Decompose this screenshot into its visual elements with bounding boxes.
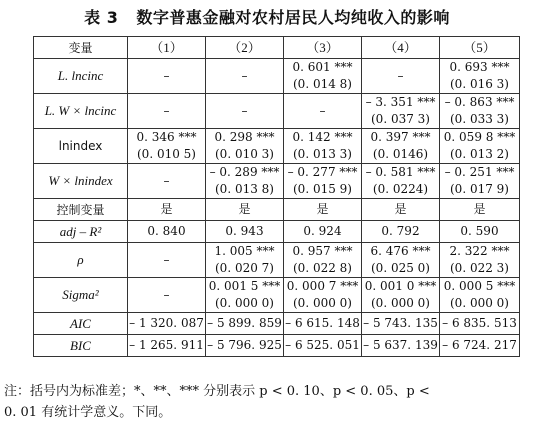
coefficient: 0. 142 *** — [292, 130, 353, 144]
table-cell — [206, 313, 284, 335]
header-col-4: （4） — [362, 37, 440, 59]
coefficient: 0. 924 — [303, 224, 342, 238]
table-cell — [284, 199, 362, 221]
coefficient: 2. 322 *** — [449, 244, 510, 258]
table-cell — [128, 129, 206, 164]
table-number: 表 3 — [84, 8, 119, 27]
coefficient: 0. 397 *** — [370, 130, 431, 144]
header-col-3: （3） — [284, 37, 362, 59]
coefficient: – 5 743. 135 — [363, 316, 438, 330]
coefficient: 0. 001 0 *** — [364, 279, 437, 293]
table-cell — [206, 335, 284, 357]
coefficient: – — [163, 252, 170, 267]
standard-error: (0. 017 9) — [450, 182, 509, 196]
table-cell — [128, 221, 206, 243]
coefficient: 0. 001 5 *** — [208, 279, 281, 293]
standard-error: (0. 033 3) — [450, 112, 509, 126]
table-cell — [284, 278, 362, 313]
standard-error: (0. 022 8) — [293, 261, 352, 275]
table-cell — [128, 199, 206, 221]
table-cell — [362, 199, 440, 221]
row-label: BIC — [34, 335, 128, 357]
coefficient: 0. 957 *** — [292, 244, 353, 258]
coefficient: 是 — [160, 202, 173, 216]
table-cell — [284, 59, 362, 94]
row-label: L. W × lncinc — [34, 94, 128, 129]
table-row — [34, 164, 520, 199]
coefficient: – 5 637. 139 — [363, 338, 438, 352]
coefficient: 0. 590 — [460, 224, 499, 238]
standard-error: (0. 013 8) — [215, 182, 274, 196]
table-cell — [440, 129, 520, 164]
coefficient: – 0. 863 *** — [444, 95, 515, 109]
coefficient: 0. 298 *** — [214, 130, 275, 144]
coefficient: – — [241, 103, 248, 118]
table-cell — [206, 199, 284, 221]
coefficient: 0. 943 — [225, 224, 264, 238]
row-label: L. lncinc — [34, 59, 128, 94]
note-line-1: 注：括号内为标准差；*、**、*** 分别表示 p < 0. 10、p < 0. 05、p < — [4, 384, 430, 399]
table-row — [34, 313, 520, 335]
header-col-1: （1） — [128, 37, 206, 59]
standard-error: (0. 0224) — [372, 182, 429, 196]
coefficient: 0. 693 *** — [449, 60, 510, 74]
table-cell — [440, 59, 520, 94]
coefficient: 是 — [316, 202, 329, 216]
table-cell — [128, 164, 206, 199]
table-cell — [206, 164, 284, 199]
coefficient: – 3. 351 *** — [365, 95, 436, 109]
coefficient: 6. 476 *** — [370, 244, 431, 258]
table-cell — [362, 221, 440, 243]
coefficient: 1. 005 *** — [214, 244, 275, 258]
table-cell — [440, 164, 520, 199]
standard-error: (0. 000 0) — [371, 296, 430, 310]
row-label: W × lnindex — [34, 164, 128, 199]
row-label: Sigma² — [34, 278, 128, 313]
coefficient: 0. 059 8 *** — [443, 130, 516, 144]
standard-error: (0. 014 8) — [293, 77, 352, 91]
table-cell — [284, 129, 362, 164]
table-row — [34, 221, 520, 243]
table-cell — [284, 164, 362, 199]
row-label: adj – R² — [34, 221, 128, 243]
row-label: AIC — [34, 313, 128, 335]
table-cell — [206, 129, 284, 164]
coefficient: – 5 796. 925 — [207, 338, 282, 352]
coefficient: 0. 346 *** — [136, 130, 197, 144]
standard-error: (0. 025 0) — [371, 261, 430, 275]
table-cell — [440, 94, 520, 129]
table-cell — [206, 221, 284, 243]
table-caption: 数字普惠金融对农村居民人均纯收入的影响 — [136, 8, 450, 27]
coefficient: – 0. 251 *** — [444, 165, 515, 179]
coefficient: – 0. 289 *** — [209, 165, 280, 179]
coefficient: 是 — [238, 202, 251, 216]
standard-error: (0. 020 7) — [215, 261, 274, 275]
table-cell — [128, 313, 206, 335]
coefficient: – 6 615. 148 — [285, 316, 360, 330]
coefficient: – — [163, 173, 170, 188]
standard-error: (0. 013 3) — [293, 147, 352, 161]
table-cell — [362, 164, 440, 199]
table-cell — [362, 59, 440, 94]
coefficient: – 6 835. 513 — [442, 316, 517, 330]
standard-error: (0. 016 3) — [450, 77, 509, 91]
table-cell — [128, 335, 206, 357]
coefficient: 0. 792 — [381, 224, 420, 238]
table-cell — [362, 129, 440, 164]
standard-error: (0. 010 5) — [137, 147, 196, 161]
table-cell — [128, 59, 206, 94]
coefficient: – — [163, 103, 170, 118]
coefficient: 是 — [394, 202, 407, 216]
table-cell — [440, 335, 520, 357]
table-row — [34, 94, 520, 129]
coefficient: – 1 265. 911 — [129, 338, 204, 352]
coefficient: – 1 320. 087 — [129, 316, 204, 330]
standard-error: (0. 022 3) — [450, 261, 509, 275]
standard-error: (0. 000 0) — [293, 296, 352, 310]
table-cell — [284, 313, 362, 335]
table-cell — [440, 221, 520, 243]
row-label: 控制变量 — [34, 199, 128, 221]
coefficient: – 5 899. 859 — [207, 316, 282, 330]
coefficient: 0. 840 — [147, 224, 186, 238]
coefficient: – 0. 277 *** — [287, 165, 358, 179]
row-label: ρ — [34, 243, 128, 278]
table-cell — [284, 335, 362, 357]
table-row — [34, 199, 520, 221]
table-title — [0, 5, 534, 28]
coefficient: – 6 525. 051 — [285, 338, 360, 352]
table-cell — [440, 199, 520, 221]
table-cell — [362, 243, 440, 278]
coefficient: 0. 601 *** — [292, 60, 353, 74]
table-cell — [362, 335, 440, 357]
table-row — [34, 59, 520, 94]
table-cell — [206, 243, 284, 278]
standard-error: (0. 037 3) — [371, 112, 430, 126]
coefficient: 0. 000 5 *** — [443, 279, 516, 293]
standard-error: (0. 000 0) — [450, 296, 509, 310]
table-cell — [284, 243, 362, 278]
table-cell — [206, 59, 284, 94]
results-table — [33, 36, 520, 357]
coefficient: – — [241, 68, 248, 83]
note-line-2: 0. 01 有统计学意义。下同。 — [4, 405, 172, 420]
table-cell — [206, 278, 284, 313]
table-cell — [440, 313, 520, 335]
coefficient: – — [163, 68, 170, 83]
table-cell — [128, 94, 206, 129]
standard-error: (0. 0146) — [372, 147, 429, 161]
coefficient: – — [163, 287, 170, 302]
table-row — [34, 335, 520, 357]
header-variable: 变量 — [34, 37, 128, 59]
header-col-5: （5） — [440, 37, 520, 59]
coefficient: – — [397, 68, 404, 83]
table-cell — [362, 278, 440, 313]
coefficient: – 0. 581 *** — [365, 165, 436, 179]
table-cell — [440, 278, 520, 313]
header-row — [34, 37, 520, 59]
header-col-2: （2） — [206, 37, 284, 59]
standard-error: (0. 013 2) — [450, 147, 509, 161]
standard-error: (0. 010 3) — [215, 147, 274, 161]
table-cell — [362, 94, 440, 129]
table-cell — [440, 243, 520, 278]
row-label: lnindex — [34, 129, 128, 164]
table-cell — [128, 278, 206, 313]
table-cell — [206, 94, 284, 129]
table-note — [4, 381, 530, 423]
table-row — [34, 278, 520, 313]
standard-error: (0. 015 9) — [293, 182, 352, 196]
table-cell — [284, 221, 362, 243]
table-cell — [128, 243, 206, 278]
coefficient: – — [319, 103, 326, 118]
coefficient: 0. 000 7 *** — [286, 279, 359, 293]
table-cell — [362, 313, 440, 335]
table-row — [34, 129, 520, 164]
table-row — [34, 243, 520, 278]
coefficient: – 6 724. 217 — [442, 338, 517, 352]
coefficient: 是 — [473, 202, 486, 216]
table-cell — [284, 94, 362, 129]
standard-error: (0. 000 0) — [215, 296, 274, 310]
